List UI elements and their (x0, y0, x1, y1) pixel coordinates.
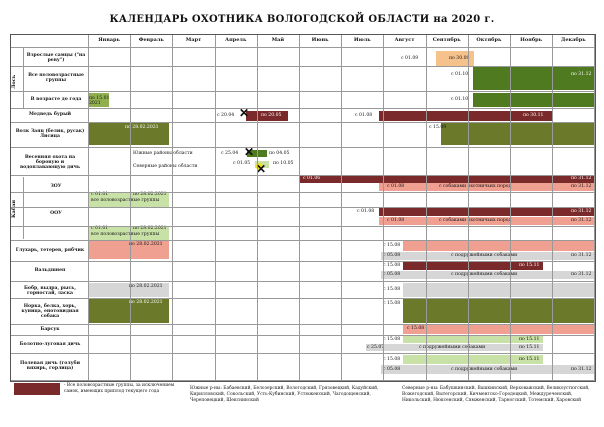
txt-spring-south: Южные районы области (133, 151, 193, 156)
txt-zou-dogs-start: с 01.08 (387, 184, 405, 189)
txt-oou-dogs: с собаками охотничьих пород (439, 218, 512, 223)
month-header: Сентябрь (432, 37, 461, 43)
txt-oou-dogs-end: по 31.12 (571, 218, 592, 223)
month-header: Август (394, 37, 415, 43)
month-header: Март (185, 37, 202, 43)
txt-bear-autumn-start: с 01.08 (355, 113, 373, 118)
bar-boar-all (300, 175, 594, 183)
month-header: Апрель (225, 37, 247, 43)
month-divider (510, 35, 511, 381)
txt-elk-calves-jan: по 15.01 2021 (89, 96, 110, 106)
txt-zou-dogs-end: по 31.12 (571, 184, 592, 189)
row-label-elk-calves: В возрасте до года (30, 96, 82, 102)
txt-spring-south-start: с 25.04 (221, 151, 239, 156)
row-label-grouse: Глухарь, тетерев, рябчик (15, 247, 85, 253)
row-divider (11, 380, 595, 381)
txt-field-dogs-end: по 31.12 (571, 367, 592, 372)
txt-badger-start: с 15.08 (407, 326, 425, 331)
row-label-mink: Норка, белка, хорь, куница, енотовидная собака (21, 303, 79, 319)
footer-north: Северные р-ны: Бабушкинский, Вашкинский, Верховажский, Великоустюгский, Вожегодский, Вытегорский, Кичменгско-Городецкий, Междуреченский, Никольский, Нюксенский, Сямженский, Тарногский, Тотемский, Харовский (402, 386, 590, 403)
label-divider (23, 177, 24, 239)
txt-oou-jan-note: все половозрастные группы (91, 232, 160, 237)
row-label-elk-bulls: Взрослые самцы ("на реву") (26, 53, 86, 63)
txt-zou-feb: по 28.02.2021 (133, 192, 167, 197)
txt-field-end: по 15.11 (519, 357, 540, 362)
txt-oou-mid-end: по 31.12 (571, 209, 592, 214)
txt-boar-all-start: с 01.06 (303, 176, 321, 181)
month-divider (468, 35, 469, 381)
row-label-badger: Барсук (40, 327, 60, 332)
txt-woodcock-dogs-start: с 05.08 (383, 272, 401, 277)
row-divider (11, 192, 595, 193)
row-divider (11, 281, 595, 282)
txt-woodcock-end: по 15.11 (519, 263, 540, 268)
txt-grouse-dogs-start: с 05.08 (383, 253, 401, 258)
month-divider (426, 35, 427, 381)
month-divider (257, 35, 258, 381)
month-header: Декабрь (560, 37, 586, 43)
legend-text: - Все половозрастные группы, за исключением самок, имеющих приплод текущего года (64, 383, 175, 394)
legend-swatch (14, 383, 60, 395)
bar-mink-autumn (403, 299, 594, 323)
group-label-boar: Кабан (11, 199, 17, 219)
txt-elk-all-start: с 01.10 (451, 72, 469, 77)
row-label-bear: Медведь бурый (28, 111, 72, 117)
row-label-woodcock: Вальдшнеп (34, 267, 66, 273)
group-label-elk: Лось (11, 74, 17, 90)
bar-grouse-autumn (403, 241, 594, 251)
txt-oou-feb: по 28.02.2021 (133, 226, 167, 231)
row-label-marsh: Болотно-луговая дичь (19, 341, 81, 347)
month-divider (552, 35, 553, 381)
row-divider (11, 66, 595, 67)
txt-marsh-end: по 15.11 (519, 337, 540, 342)
txt-elk-calves-start: с 01.10 (451, 97, 469, 102)
row-divider (11, 261, 595, 262)
label-divider (23, 47, 24, 109)
month-header: Ноябрь (520, 37, 543, 43)
row-divider (11, 226, 595, 227)
row-divider (11, 47, 595, 48)
row-divider (11, 108, 595, 109)
month-header: Январь (98, 37, 120, 43)
month-header: Октябрь (476, 37, 502, 43)
cross-mark-icon: ✕ (244, 145, 255, 159)
txt-grouse-dogs-end: по 31.12 (571, 253, 592, 258)
txt-grouse-feb: по 28.02.2021 (129, 242, 163, 247)
txt-woodcock-dogs: с подружейными собаками (451, 272, 518, 277)
row-divider (11, 122, 595, 123)
txt-wolf-start: с 15.09 (429, 125, 447, 130)
txt-marsh-dogs: с подружейными собаками (419, 345, 486, 350)
txt-beaver-feb: по 28.02.2021 (129, 284, 163, 289)
txt-marsh-dogs-end: по 15.11 (519, 345, 540, 350)
txt-marsh-dogs-start: с 25.07 (367, 345, 385, 350)
cross-mark-icon: ✕ (239, 106, 250, 120)
txt-bear-spring-start: с 20.04 (217, 113, 235, 118)
row-divider (11, 91, 595, 92)
row-label-zou: ЗОУ (50, 183, 62, 189)
txt-marsh-start: с 15.08 (383, 337, 401, 342)
row-divider (11, 175, 595, 176)
txt-field-start: с 15.08 (383, 357, 401, 362)
txt-woodcock-start: с 15.08 (383, 263, 401, 268)
row-divider (11, 147, 595, 148)
bar-elk-calves (473, 93, 594, 107)
txt-grouse-dogs: с подружейными собаками (451, 253, 518, 258)
txt-field-dogs: с подружейными собаками (451, 367, 518, 372)
txt-oou-dogs-start: с 01.08 (387, 218, 405, 223)
month-divider (215, 35, 216, 381)
row-label-field: Полевая дичь (голуби вяхирь, горлица) (20, 361, 80, 371)
row-divider (11, 335, 595, 336)
month-header: Июнь (311, 37, 329, 43)
row-divider (11, 353, 595, 354)
txt-field-dogs-start: с 05.08 (383, 367, 401, 372)
txt-bear-autumn-end: по 30.11 (523, 113, 544, 118)
txt-mink-feb: по 28.02.2021 (129, 300, 163, 305)
bar-wolf-autumn (441, 123, 594, 145)
row-label-spring: Весенняя охота на боровую и водоплавающую дичь (19, 154, 80, 170)
txt-bear-spring-end: по 20.05 (261, 113, 282, 118)
txt-elk-bulls-start: с 01.09 (401, 56, 419, 61)
bar-beaver-autumn (403, 283, 594, 297)
bar-oou-mid (379, 208, 594, 216)
month-header: Май (271, 37, 285, 43)
month-divider (88, 35, 89, 381)
bar-elk-all (473, 67, 594, 90)
txt-woodcock-dogs-end: по 31.12 (571, 272, 592, 277)
month-header: Февраль (138, 37, 164, 43)
month-divider (341, 35, 342, 381)
row-divider (11, 298, 595, 299)
txt-mink-start: с 15.08 (383, 301, 401, 306)
month-divider (383, 35, 384, 381)
month-divider (130, 35, 131, 381)
row-divider (11, 207, 595, 208)
txt-spring-north-end: по 10.05 (273, 161, 294, 166)
month-divider (299, 35, 300, 381)
row-divider (11, 240, 595, 241)
calendar-table (10, 34, 596, 382)
txt-zou-jan: с 01.01 (91, 192, 109, 197)
month-divider (172, 35, 173, 381)
row-label-oou: ООУ (50, 210, 62, 216)
txt-spring-south-end: по 04.05 (269, 151, 290, 156)
row-label-wolf: Волк Заяц (белик, русак) Лисица (15, 128, 85, 139)
txt-oou-mid-start: с 01.08 (357, 209, 375, 214)
bar-badger (403, 325, 594, 334)
row-divider (11, 324, 595, 325)
page-title: КАЛЕНДАРЬ ОХОТНИКА ВОЛОГОДСКОЙ ОБЛАСТИ на 2020 г. (109, 14, 495, 25)
row-label-beaver: Бобр, выдра, рысь, горностай, ласка (23, 286, 77, 296)
txt-spring-north-start: с 01.05 (233, 161, 251, 166)
txt-oou-jan: с 01.01 (91, 226, 109, 231)
month-divider (594, 35, 595, 381)
txt-elk-all-end: по 31.12 (571, 72, 592, 77)
txt-zou-dogs: с собаками охотничьих пород (439, 184, 512, 189)
txt-spring-north: Северные районы области (133, 164, 198, 169)
cross-mark-icon: ✕ (256, 162, 267, 176)
txt-boar-all-end: по 31.12 (571, 176, 592, 181)
month-header: Июль (353, 37, 371, 43)
txt-wolf-feb: по 28.02.2021 (125, 125, 159, 130)
row-label-elk-all: Все половозрастные группы (28, 73, 84, 83)
txt-elk-bulls-end: по 30.09 (449, 56, 470, 61)
txt-beaver-start: с 15.08 (383, 287, 401, 292)
txt-zou-jan-note: все половозрастные группы (91, 198, 160, 203)
txt-grouse-start: с 15.08 (383, 243, 401, 248)
footer-south: Южные р-ны: Бабаевский, Белозерский, Вологодский, Грязовецкий, Кадуйский, Кирилловский, Сокольский, Усть-Кубинский, Устюженский, Чагодощенский, Череповецкий, Шекснинский (190, 386, 379, 403)
